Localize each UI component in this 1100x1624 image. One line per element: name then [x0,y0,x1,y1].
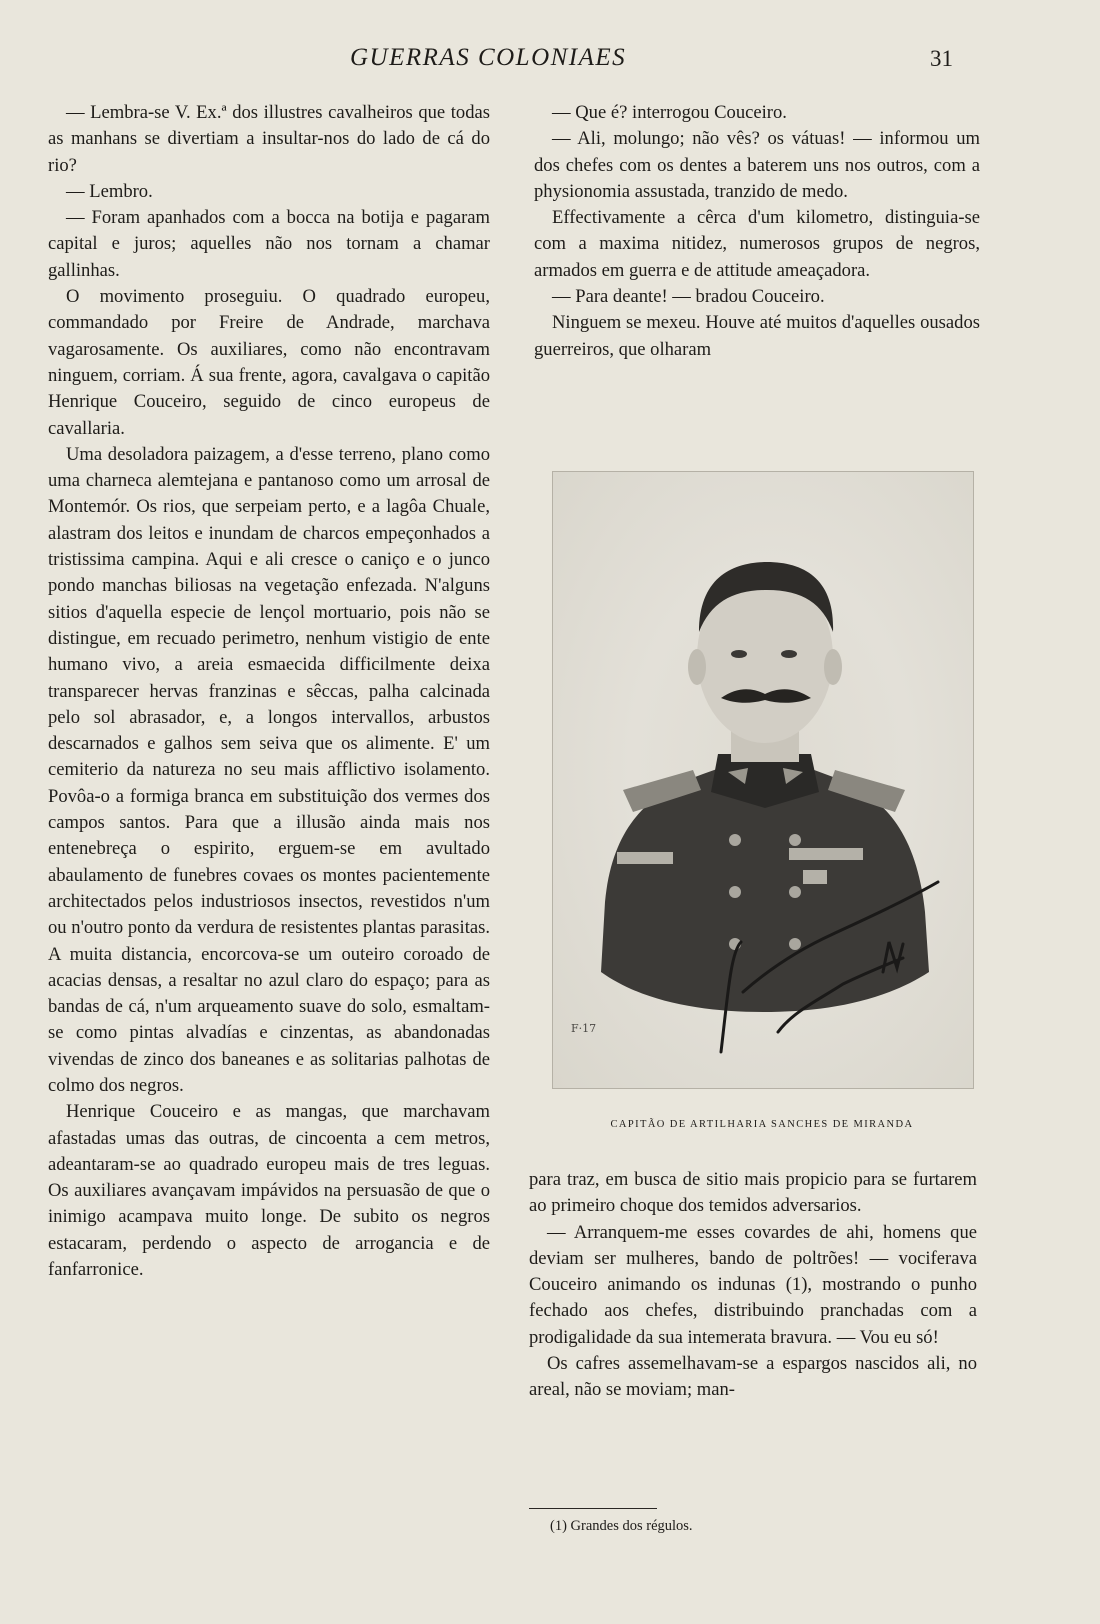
left-text-column [48,100,490,1283]
photo-caption: CAPITÃO DE ARTILHARIA SANCHES DE MIRANDA [610,1119,914,1130]
paragraph: Effectivamente a cêrca d'um kilometro, distinguia-se com a maxima nitidez, numerosos grupos de negros, armados em guerra e de attitude ameaçadora. [534,207,980,281]
paragraph: para traz, em busca de sitio mais propicio para se furtarem ao primeiro choque dos temidos adversarios. [529,1169,977,1217]
paragraph: — Ali, molungo; não vês? os vátuas! — informou um dos chefes com os dentes a baterem uns nos outros, com a physionomia assustada, tranzido de medo. [534,128,980,202]
right-text-column-top [534,100,980,363]
paragraph: — Lembra-se V. Ex.ª dos illustres cavalheiros que todas as manhans se divertiam a insultar-nos do lado de cá do rio? [48,102,490,176]
portrait-photograph [552,471,974,1089]
paragraph: — Foram apanhados com a bocca na botija e pagaram capital e juros; aquelles não nos tornam a chamar gallinhas. [48,207,490,281]
paragraph: — Lembro. [66,180,153,202]
page-number: 31 [930,46,953,71]
paragraph: — Para deante! — bradou Couceiro. [552,286,825,308]
right-text-column-bottom [529,1167,977,1404]
paragraph: Henrique Couceiro e as mangas, que marchavam afastadas umas das outras, de cincoenta a cem metros, adeantaram-se ao quadrado europeu mais de tres leguas. Os auxiliares avançavam impávidos na persuasão de que o inimigo acampava muito longe. De subito os negros estacaram, perdendo o aspecto de arrogancia e de fanfarronice. [48,1101,490,1281]
svg-text:F·17: F·17 [571,1022,597,1035]
paragraph: O movimento proseguiu. O quadrado europeu, commandado por Freire de Andrade, marchava vagarosamente. Os auxiliares, como não encontravam ninguem, corriam. Á sua frente, agora, cavalgava o capitão Henrique Couceiro, seguido de cinco europeus de cavallaria. [48,286,490,439]
footnote-rule [529,1508,657,1509]
paragraph: — Que é? interrogou Couceiro. [552,102,787,123]
paragraph: — Arranquem-me esses covardes de ahi, homens que deviam ser mulheres, bando de poltrões! — vociferava Couceiro animando os indunas (1), mostrando o punho fechado aos chefes, distribuindo pranchadas com a prodigalidade da sua intemerata bravura. — Vou eu só! [529,1221,977,1348]
portrait-illustration [553,472,973,1088]
footnote: (1) Grandes dos régulos. [550,1518,693,1534]
paragraph: Os cafres assemelhavam-se a espargos nascidos ali, no areal, não se moviam; man- [529,1353,977,1401]
running-title: GUERRAS COLONIAES [350,44,627,71]
paragraph: Uma desoladora paizagem, a d'esse terreno, plano como uma charneca alemtejana e pantanoso como um arrosal de Montemór. Os rios, que serpeiam perto, e a lagôa Chuale, alastram dos leitos e inundam de charcos empeçonhados a tristissima campina. Aqui e ali cresce o caniço e o junco pondo manchas biliosas na vegetação enfezada. N'alguns sitios d'aquella especie de lençol mortuario, pois não se distingue, em recuado perimetro, nenhum vistigio de ente humano vivo, a areia esmaecida difficilmente deixa transparecer hervas franzinas e sêccas, palha calcinada pelo sol abrasador, e, a longos intervallos, arbustos descarnados e galhos sem seiva que os alimente. E' um cemiterio da natureza no seu mais afflictivo isolamento. Povôa-o a formiga branca em substituição dos vermes dos campos santos. Para que a illusão ainda mais nos entenebreça o espirito, erguem-se em avultado abaulamento de funebres covaes os montes pacientemente architectados pelos industriosos insectos, revestidos n'um ou n'outro ponto da verdura de resistentes plantas parasitas. A muita distancia, encorcova-se um outeiro coroado de acacias densas, a resaltar no azul claro do espaço; para as bandas de cá, n'um arqueamento suave do solo, esmaltam-se como pintas alvadías e cinzentas, as abandonadas vivendas de zinco dos baneanes e as solitarias palhotas de colmo dos negros. [48,443,490,1096]
paragraph: Ninguem se mexeu. Houve até muitos d'aquelles ousados guerreiros, que olharam [534,312,980,360]
